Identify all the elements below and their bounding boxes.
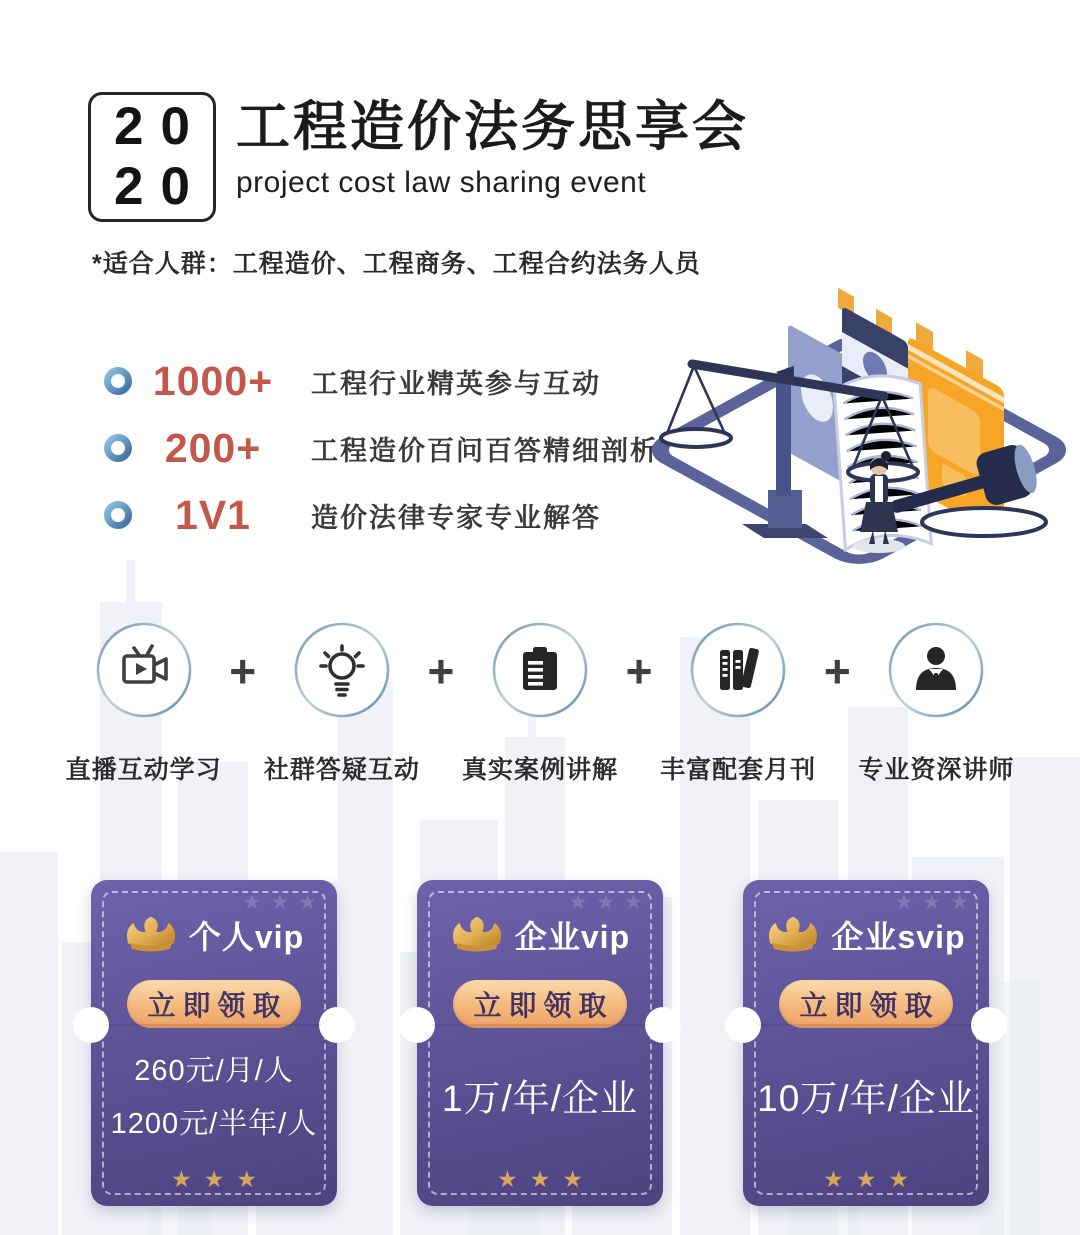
crown-icon [450,915,504,955]
feature-monthly-journal [653,622,824,786]
star-icon: ★ [562,1166,583,1192]
page-subtitle-en: project cost law sharing event [236,166,647,199]
price-lines [101,1030,327,1160]
stat-label: 造价法律专家专业解答 [311,502,601,533]
plus-separator: + [427,645,455,697]
year-top: 20 [114,97,207,156]
rating-stars [743,1166,989,1193]
bullet-ring-icon [103,500,133,530]
plus-separator: + [625,645,653,697]
plus-separator: + [229,645,257,697]
stat-value: 1000+ [152,357,274,404]
feature-label: 社群答疑互动 [263,756,420,784]
star-icon: ★ [529,1166,551,1192]
star-icon: ★ [203,1166,225,1192]
feature-senior-lecturers [851,622,1022,786]
pricing-tickets [0,880,1080,1206]
star-icon: ★ [624,891,643,914]
price-line: 1万/年/企业 [441,1078,639,1119]
ticket-divider [432,1024,648,1026]
ticket-enterprise-vip[interactable] [417,880,663,1206]
star-icon: ★ [298,891,317,914]
claim-now-button[interactable]: 立即领取 [779,980,953,1028]
price-line: 260元/月/人 [134,1055,294,1087]
audience-note: *适合人群：工程造价、工程商务、工程合约法务人员 [92,250,701,278]
star-icon: ★ [894,891,914,914]
star-icon: ★ [497,1166,518,1192]
feature-community-qa [256,622,427,786]
star-icon: ★ [568,891,588,914]
star-icon: ★ [950,891,969,914]
star-icon: ★ [922,891,942,914]
star-icon: ★ [596,891,616,914]
star-icon: ★ [236,1166,257,1192]
stat-value: 1V1 [175,491,251,538]
crown-icon [766,915,820,955]
feature-label: 真实案例讲解 [461,756,618,784]
bullet-ring-icon [103,366,133,396]
rating-stars [417,1166,663,1193]
ghost-stars [569,890,643,915]
crown-icon [124,915,178,955]
ticket-personal-vip[interactable] [91,880,337,1206]
feature-real-cases [454,622,625,786]
star-icon: ★ [888,1166,909,1192]
price-lines [753,1030,979,1160]
rating-stars [91,1166,337,1193]
live-video-icon [96,622,192,718]
bullet-ring-icon [103,433,133,463]
ghost-stars [243,890,317,915]
claim-now-button[interactable]: 立即领取 [453,980,627,1028]
justice-scales-illustration [646,254,1066,584]
year-bottom: 20 [114,157,207,216]
feature-live-learning [58,622,229,786]
price-lines [427,1030,653,1160]
star-icon: ★ [171,1166,192,1192]
star-icon: ★ [242,891,262,914]
star-icon: ★ [823,1166,844,1192]
ticket-title: 企业vip [514,919,631,955]
header [88,92,1080,222]
stat-value: 200+ [164,424,262,471]
price-line: 10万/年/企业 [757,1078,975,1119]
lecturer-icon [888,622,984,718]
books-icon [690,622,786,718]
star-icon: ★ [855,1166,877,1192]
ticket-enterprise-svip[interactable] [743,880,989,1206]
price-line: 1200元/半年/人 [110,1108,318,1140]
ghost-stars [895,890,969,915]
year-badge [88,92,216,222]
feature-label: 丰富配套月刊 [660,756,817,784]
page-title: 工程造价法务思享会 [236,97,749,157]
ticket-divider [758,1024,974,1026]
star-icon: ★ [270,891,290,914]
ticket-divider [106,1024,322,1026]
plus-separator: + [823,645,851,697]
feature-label: 专业资深讲师 [858,756,1015,784]
ticket-title: 企业svip [831,919,966,955]
ticket-title: 个人vip [188,919,305,955]
stat-label: 工程行业精英参与互动 [311,368,601,399]
clipboard-icon [492,622,588,718]
stat-label: 工程造价百问百答精细剖析 [311,435,659,466]
claim-now-button[interactable]: 立即领取 [127,980,301,1028]
light-bulb-icon [294,622,390,718]
feature-label: 直播互动学习 [65,756,222,784]
features-row [0,622,1080,786]
